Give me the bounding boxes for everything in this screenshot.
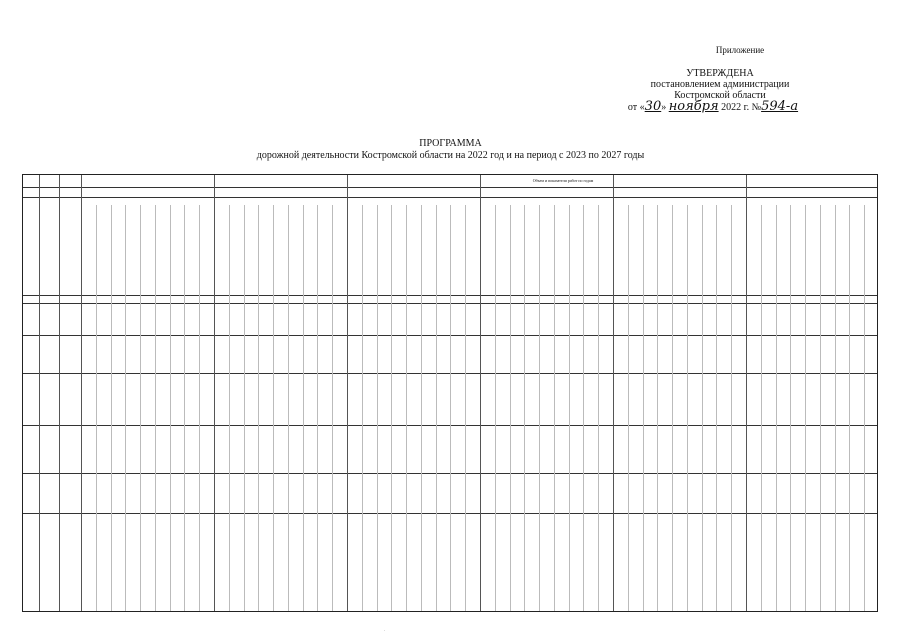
sub-column-line — [155, 205, 156, 611]
sub-column-line — [288, 205, 289, 611]
appendix-label: Приложение — [715, 45, 765, 55]
sub-column-line — [716, 205, 717, 611]
document-title — [0, 138, 901, 162]
approval-date: от «30» ноября 2022 г. №594-а — [627, 99, 799, 114]
approved-by-line1: постановлением администрации — [650, 79, 790, 90]
header-rule — [23, 197, 877, 198]
approved-by-line2: Костромской области — [674, 90, 766, 101]
sub-column-line — [569, 205, 570, 611]
year-divider — [214, 175, 215, 611]
year-divider — [613, 175, 614, 611]
approval-block — [627, 68, 800, 114]
sub-column-line — [702, 205, 703, 611]
year-divider — [81, 175, 82, 611]
sub-column-line — [421, 205, 422, 611]
sub-column-line — [524, 205, 525, 611]
row-description — [41, 427, 57, 471]
sub-column-line — [199, 205, 200, 611]
sub-column-line — [244, 205, 245, 611]
year-divider — [347, 175, 348, 611]
sub-column-line — [805, 205, 806, 611]
title-line2: дорожной деятельности Костромской области на 2022 год и на период с 2023 по 2027 годы — [256, 150, 645, 161]
page-mark: . — [384, 627, 385, 632]
year-divider — [746, 175, 747, 611]
sub-column-line — [657, 205, 658, 611]
handwritten-day: 30 — [644, 99, 662, 114]
sub-column-line — [643, 205, 644, 611]
approved-label: УТВЕРЖДЕНА — [686, 68, 754, 79]
sub-column-line — [406, 205, 407, 611]
sub-column-line — [450, 205, 451, 611]
sub-column-line — [391, 205, 392, 611]
sub-column-line — [332, 205, 333, 611]
sub-column-line — [303, 205, 304, 611]
row-description — [41, 515, 57, 611]
sub-column-line — [672, 205, 673, 611]
sub-column-line — [170, 205, 171, 611]
sub-column-line — [229, 205, 230, 611]
sub-column-line — [820, 205, 821, 611]
sub-column-line — [761, 205, 762, 611]
row-description — [41, 375, 57, 423]
header-rule — [23, 187, 877, 188]
sub-column-line — [849, 205, 850, 611]
sub-column-line — [554, 205, 555, 611]
sub-column-line — [495, 205, 496, 611]
sub-column-line — [258, 205, 259, 611]
handwritten-month: ноября — [668, 99, 719, 114]
sub-column-line — [539, 205, 540, 611]
sub-column-line — [377, 205, 378, 611]
sub-column-line — [598, 205, 599, 611]
sub-column-line — [790, 205, 791, 611]
program-table — [22, 174, 878, 612]
sub-column-line — [317, 205, 318, 611]
title-line1: ПРОГРАММА — [419, 138, 482, 149]
sub-column-line — [465, 205, 466, 611]
sub-column-line — [362, 205, 363, 611]
sub-column-line — [140, 205, 141, 611]
table-top-header: Объем и показатели работ по годам — [532, 178, 594, 183]
sub-column-line — [583, 205, 584, 611]
sub-column-line — [273, 205, 274, 611]
row-description — [41, 337, 57, 371]
sub-column-line — [864, 205, 865, 611]
sub-column-line — [125, 205, 126, 611]
sub-column-line — [184, 205, 185, 611]
sub-column-line — [628, 205, 629, 611]
sub-column-line — [510, 205, 511, 611]
sub-column-line — [731, 205, 732, 611]
sub-column-line — [835, 205, 836, 611]
sub-column-line — [687, 205, 688, 611]
sub-column-line — [96, 205, 97, 611]
row-description — [41, 305, 57, 333]
col-divider — [59, 175, 60, 611]
col-divider — [39, 175, 40, 611]
sub-column-line — [776, 205, 777, 611]
row-description — [41, 475, 57, 511]
handwritten-number: 594-а — [761, 99, 799, 114]
sub-column-line — [111, 205, 112, 611]
year-divider — [480, 175, 481, 611]
sub-column-line — [436, 205, 437, 611]
